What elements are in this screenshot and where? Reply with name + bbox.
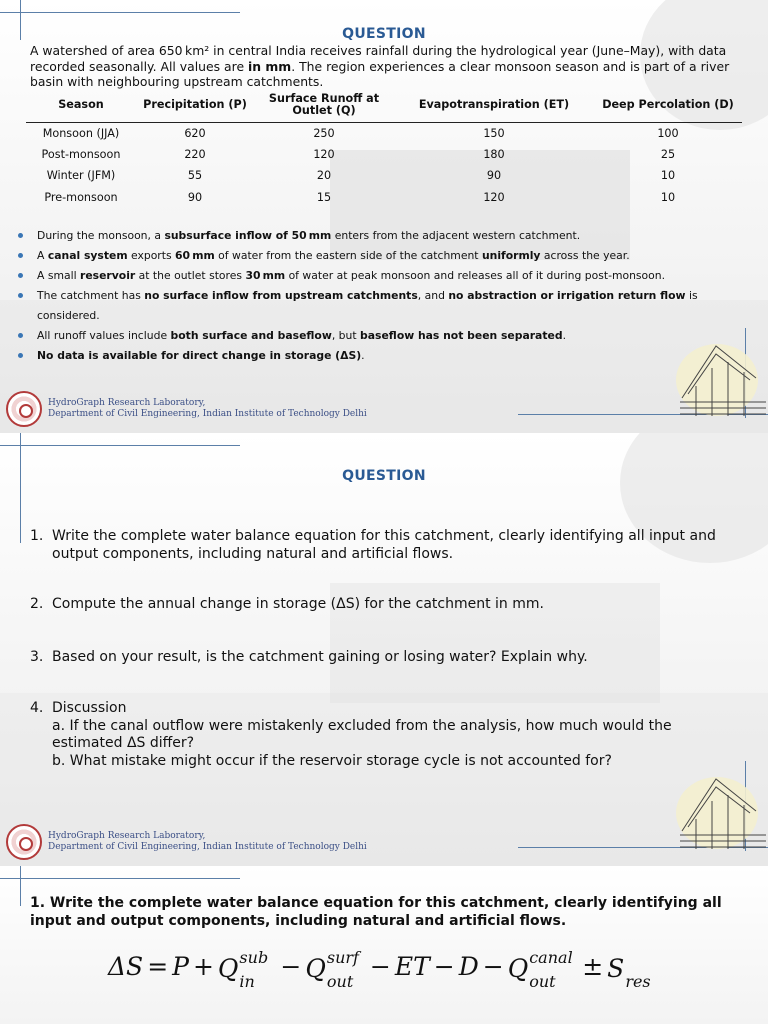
bold-text: 60 mm [175,249,215,262]
table-cell: 10 [660,190,676,204]
table-row [26,122,742,144]
minus-sign: − [369,952,391,981]
bold-text: 30 mm [245,269,286,282]
term-s-res: S res [607,954,651,991]
table-cell: Monsoon (JJA) [42,126,120,140]
table-cell: 120 [313,147,335,161]
question-line: a. If the canal outflow were mistakenly excluded from the analysis, how much would the [52,717,672,734]
footer-text [48,831,367,853]
list-item [18,286,748,326]
table-cell: 20 [316,169,332,183]
answer-slide-1 [0,866,768,1024]
question-number: 1. [30,528,44,544]
text-run: The catchment has [37,289,145,302]
text-run: of water from the eastern side of the catchment [214,249,482,262]
corner-line [20,433,21,543]
text-run: . The region experiences a clear monsoon season and is part of a river basin with neighbouring upstream catchments. [30,58,730,89]
corner-line [0,12,240,13]
bold-text: canal system [47,249,128,262]
footer-line-1: HydroGraph Research Laboratory, [48,398,206,408]
list-item [18,226,748,246]
water-balance-equation [108,948,668,991]
bold-text: subsurface inflow of 50 mm [164,229,332,242]
term-q-canal-out: Q canal out [507,948,573,991]
bullet-icon [18,273,23,278]
corner-line [20,866,21,906]
bullet-icon [18,353,23,358]
question-line: output components, including natural and artificial flows. [52,545,454,562]
table-body [26,122,742,208]
list-item [18,326,748,346]
text-run: across the year. [540,249,630,262]
table-cell: 620 [184,126,206,140]
footer-line-1: HydroGraph Research Laboratory, [48,831,206,841]
column-header: Deep Percolation (D) [594,89,742,122]
table-cell: 250 [313,126,335,140]
question-number: 4. [30,700,44,716]
bold-text: both surface and baseflow [170,329,332,342]
column-header: Precipitation (P) [136,89,254,122]
minus-sign: − [433,952,455,981]
bold-text: uniformly [481,249,541,262]
table-cell: 90 [486,169,502,183]
building-sketch-icon [676,338,766,420]
table-cell: 10 [660,169,676,183]
text-run: at the outlet stores [135,269,246,282]
table-cell: 15 [316,190,332,204]
bullet-icon [18,233,23,238]
column-header: Season [26,89,136,122]
minus-sign: − [482,952,504,981]
text-run: , but [331,329,361,342]
iit-delhi-seal-icon [6,391,42,427]
text-run: . [361,349,365,362]
footer-line-2: Department of Civil Engineering, Indian Institute of Technology Delhi [48,842,367,852]
column-header: Surface Runoff at Outlet (Q) [254,89,394,122]
table-cell: 55 [187,169,203,183]
term-d: D [458,952,479,981]
table-row [26,187,742,209]
text-run: enters from the adjacent western catchment. [331,229,581,242]
table-cell: Post-monsoon [41,147,121,161]
building-sketch-icon [676,771,766,853]
table-cell: 100 [657,126,679,140]
list-item [18,346,748,366]
term-q-in: Q sub in [217,948,269,991]
text-run: , and [417,289,449,302]
iit-delhi-seal-icon [6,824,42,860]
question-line: Based on your result, is the catchment gaining or losing water? Explain why. [52,649,588,665]
bold-text: reservoir [80,269,136,282]
question-line: estimated ΔS differ? [52,735,195,751]
slide-title: QUESTION [342,468,426,484]
problem-statement [30,43,765,90]
answer-heading: 1. Write the complete water balance equation for this catchment, clearly identifying all input and output components, including natural and artificial flows. [30,895,722,929]
text-run: During the monsoon, a [37,229,165,242]
question-line: b. What mistake might occur if the reservoir storage cycle is not accounted for? [52,752,612,769]
question-text [52,596,752,614]
seasonal-data-table [26,89,742,208]
table-row [26,165,742,187]
text-run: . [562,329,566,342]
bold-text: in mm [248,58,292,74]
delta-s: ΔS [108,952,144,981]
question-slide-2 [0,433,768,866]
table-cell: 25 [660,147,676,161]
text-run: exports [127,249,176,262]
bullet-icon [18,293,23,298]
bold-text: no abstraction or irrigation return flow [448,289,686,302]
term-p: P [172,952,189,981]
question-text [52,700,752,770]
list-item [18,266,748,286]
assumptions-list [18,226,748,366]
text-run: A watershed of area 650 km² in central India receives rainfall during the hydrological year (June–May), with data recorded seasonally. All values are [30,43,727,74]
bold-text: No data is available for direct change in storage (ΔS) [37,349,362,362]
bold-text: baseflow has not been separated [360,329,563,342]
list-item [18,246,748,266]
question-text [52,528,752,563]
text-run: is considered. [37,289,698,322]
question-line: Write the complete water balance equation for this catchment, clearly identifying all input and [52,528,716,544]
question-text [52,649,752,667]
table-header-row [26,89,742,122]
bold-text: no surface inflow from upstream catchments [144,289,418,302]
term-et: ET [394,952,430,981]
minus-sign: − [280,952,302,981]
table-cell: Pre-monsoon [44,190,118,204]
question-line: Compute the annual change in storage (ΔS) for the catchment in mm. [52,596,544,612]
text-run: All runoff values include [37,329,171,342]
table-cell: 150 [483,126,505,140]
question-number: 2. [30,596,44,612]
column-header: Evapotranspiration (ET) [394,89,594,122]
table-cell: 90 [187,190,203,204]
slide-title: QUESTION [342,26,426,42]
bullet-icon [18,253,23,258]
term-q-surf-out: Q surf out [305,948,359,991]
corner-line [0,878,240,879]
question-number: 3. [30,649,44,665]
question-slide-1 [0,0,768,433]
table-cell: 180 [483,147,505,161]
table-cell: 120 [483,190,505,204]
text-run: A small [37,269,81,282]
table-cell: 220 [184,147,206,161]
text-run: A [37,249,48,262]
plus-sign: + [192,952,214,981]
footer-line-2: Department of Civil Engineering, Indian Institute of Technology Delhi [48,409,367,419]
table-cell: Winter (JFM) [46,169,116,183]
footer-text [48,398,367,420]
table-row [26,144,742,166]
text-run: of water at peak monsoon and releases all of it during post-monsoon. [285,269,666,282]
corner-line [0,445,240,446]
eq-sign: = [147,952,169,981]
question-line: Discussion [52,700,127,716]
plus-minus-sign: ± [582,952,604,981]
bullet-icon [18,333,23,338]
